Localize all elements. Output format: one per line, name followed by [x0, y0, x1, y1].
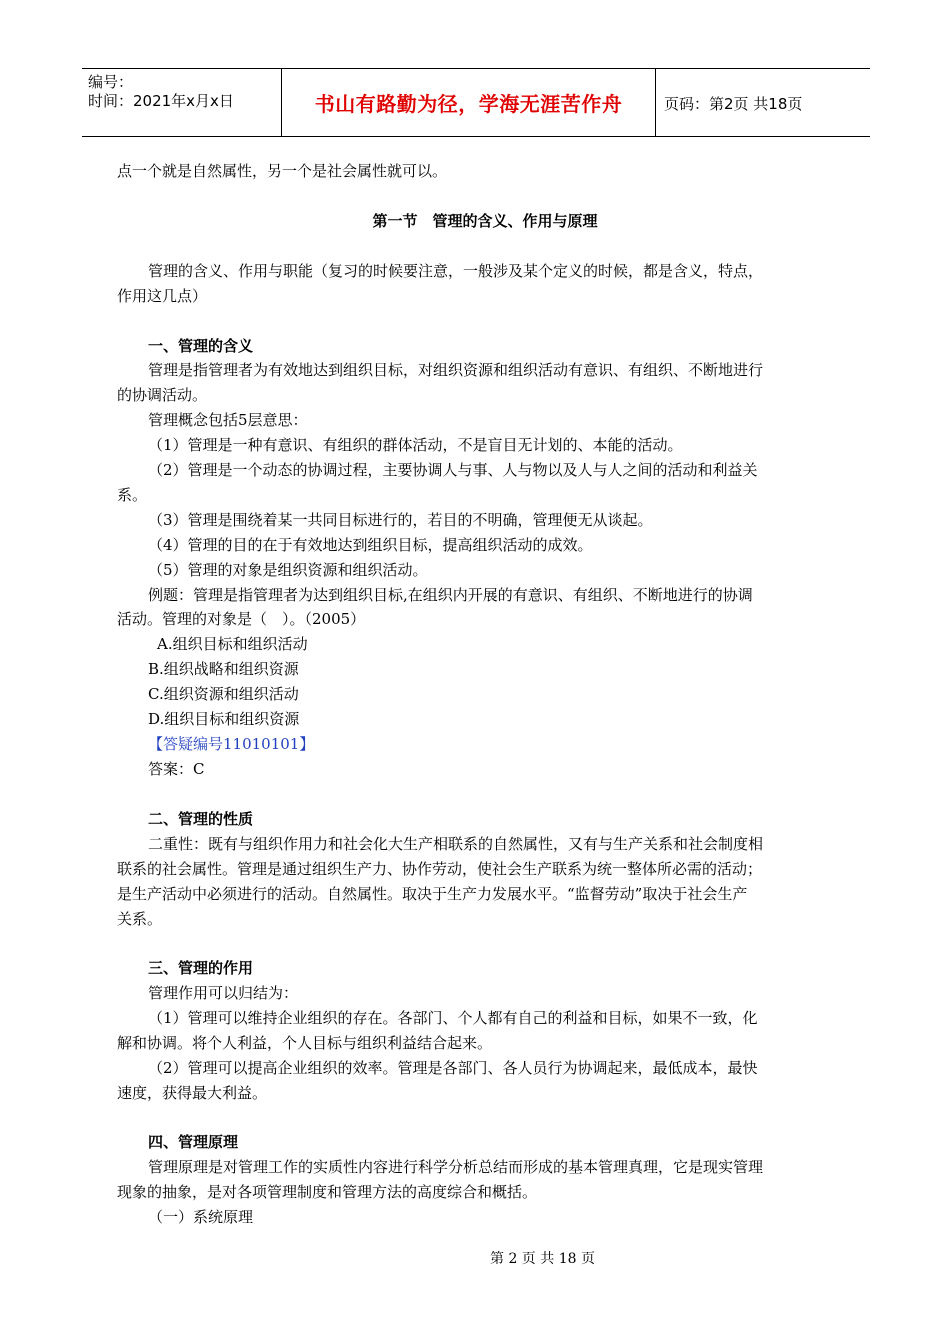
- header-motto: 书山有路勤为径，学海无涯苦作舟: [314, 92, 623, 116]
- section-title: 第一节 管理的含义、作用与原理: [372, 212, 598, 230]
- body-line: 管理原理是对管理工作的实质性内容进行科学分析总结而形成的基本管理真理，它是现实管理: [148, 1158, 764, 1176]
- list-item: （5）管理的对象是组织资源和组织活动。: [148, 561, 428, 579]
- list-item: （2）管理可以提高企业组织的效率。管理是各部门、各人员行为协调起来，最低成本，最快: [148, 1059, 758, 1077]
- time-label: 时间：2021年x月x日: [88, 92, 234, 110]
- list-item: （1）管理是一种有意识、有组织的群体活动，不是盲目无计划的、本能的活动。: [148, 436, 683, 454]
- body-line: 管理作用可以归结为：: [148, 984, 299, 1002]
- qa-reference-link[interactable]: 【答疑编号11010101】: [148, 735, 315, 753]
- body-line: 管理的含义、作用与职能（复习的时候要注意，一般涉及某个定义的时候，都是含义，特点，: [148, 262, 764, 280]
- page-header: [82, 68, 870, 137]
- page-footer: 第 2 页 共 18 页: [490, 1251, 595, 1267]
- option-b: B.组织战略和组织资源: [148, 660, 299, 678]
- body-line: 是生产活动中必须进行的活动。自然属性。取决于生产力发展水平。“监督劳动”取决于社会生产: [117, 885, 748, 903]
- answer: 答案：C: [148, 760, 205, 778]
- header-left-cell: [82, 69, 281, 136]
- heading: 二、管理的性质: [148, 810, 254, 828]
- list-item: （2）管理是一个动态的协调过程，主要协调人与事、人与物以及人与人之间的活动和利益关: [148, 461, 758, 479]
- list-item: （4）管理的目的在于有效地达到组织目标，提高组织活动的成效。: [148, 536, 593, 554]
- serial-label: 编号：: [88, 73, 134, 91]
- page-info: 页码：第2页 共18页: [664, 95, 803, 113]
- option-d: D.组织目标和组织资源: [148, 710, 300, 728]
- body-line: 二重性：既有与组织作用力和社会化大生产相联系的自然属性，又有与生产关系和社会制度相: [148, 835, 764, 853]
- body-line: 的协调活动。: [117, 386, 208, 404]
- option-a: A.组织目标和组织活动: [157, 635, 308, 653]
- body-line: 管理概念包括5层意思：: [148, 411, 308, 429]
- body-line: 系。: [117, 486, 148, 504]
- body-line: 联系的社会属性。管理是通过组织生产力、协作劳动，使社会生产联系为统一整体所必需的活动；: [117, 860, 763, 878]
- body-line: 解和协调。将个人利益，个人目标与组织利益结合起来。: [117, 1034, 493, 1052]
- list-item: （3）管理是围绕着某一共同目标进行的，若目的不明确，管理便无从谈起。: [148, 511, 653, 529]
- body-line: 管理是指管理者为有效地达到组织目标，对组织资源和组织活动有意识、有组织、不断地进行: [148, 361, 764, 379]
- example-question: 例题：管理是指管理者为达到组织目标,在组织内开展的有意识、有组织、不断地进行的协调: [148, 586, 753, 604]
- body-line: 速度，获得最大利益。: [117, 1084, 268, 1102]
- heading: 三、管理的作用: [148, 959, 254, 977]
- body-line: 点一个就是自然属性，另一个是社会属性就可以。: [117, 162, 448, 180]
- body-line: 作用这几点）: [117, 287, 208, 305]
- example-question: 活动。管理的对象是（ ）。（2005）: [117, 610, 366, 628]
- list-item: （1）管理可以维持企业组织的存在。各部门、个人都有自己的利益和目标，如果不一致，化: [148, 1009, 758, 1027]
- body-line: 现象的抽象，是对各项管理制度和管理方法的高度综合和概括。: [117, 1183, 538, 1201]
- heading: 一、管理的含义: [148, 337, 254, 355]
- subheading: （一）系统原理: [148, 1208, 254, 1226]
- option-c: C.组织资源和组织活动: [148, 685, 299, 703]
- heading: 四、管理原理: [148, 1133, 239, 1151]
- header-divider: [655, 69, 656, 136]
- body-line: 关系。: [117, 910, 163, 928]
